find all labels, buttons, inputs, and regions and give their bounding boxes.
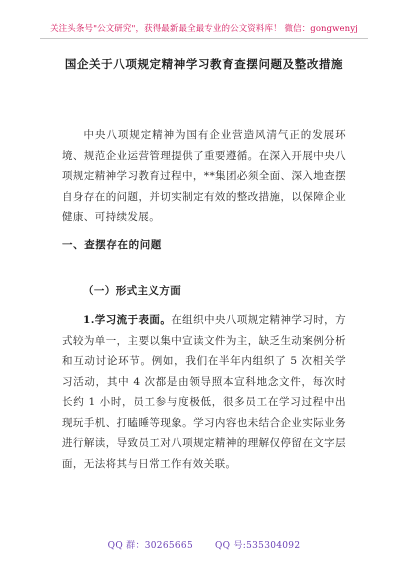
item-1-text: 在组织中央八项规定精神学习时，方式较为单一，主要以集中宣读文件为主，缺乏生动案例分析和互动讨论环节。例如，我们在半年内组织了 5 次相关学习活动，其中 4 次都是由领导照本宣科地念文件，每次时长约 1 小时，员工参与度极低，很多员工在学习过程中出现玩手机、打瞌睡等现象。学习内容也未结合企业实际业务进行解读，导致员工对八项规定精神的理解仅停留在文字层面，无法将其与日常工作有效关联。 — [62, 314, 346, 470]
item-1-lead: 1.学习流于表面。 — [83, 314, 172, 326]
header-note: 关注头条号"公文研究"，获得最新最全最专业的公文资料库！ 微信：gongwenyj — [50, 24, 358, 34]
document-title: 国企关于八项规定精神学习教育查摆问题及整改措施 — [64, 57, 344, 71]
section-heading: 一、查摆存在的问题 — [62, 239, 162, 251]
item-1-paragraph — [62, 310, 346, 474]
intro-text: 中央八项规定精神为国有企业营造风清气正的发展环境、规范企业运营管理提供了重要遵循。在深入开展中央八项规定精神学习教育过程中，**集团必须全面、深入地查摆自身存在的问题，并切实制定有效的整改措施，以保障企业健康、可持续发展。 — [62, 129, 346, 223]
intro-paragraph — [62, 125, 346, 228]
footer-qq-number: QQ 号:535304092 — [214, 541, 301, 551]
footer-qq-group: QQ 群：30265665 — [107, 541, 193, 551]
footer-contact — [0, 538, 408, 551]
subsection-heading: （一）形式主义方面 — [83, 285, 182, 297]
header-divider — [40, 38, 368, 39]
